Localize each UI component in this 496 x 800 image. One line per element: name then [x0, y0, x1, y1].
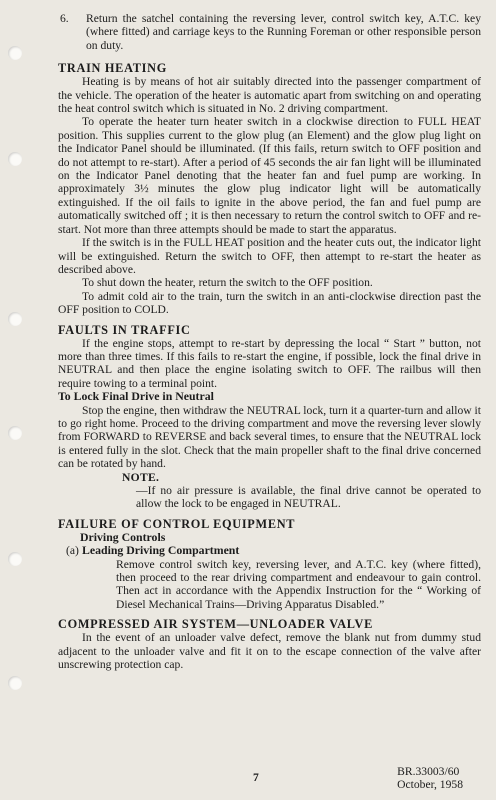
section-heading-faults: FAULTS IN TRAFFIC: [58, 322, 191, 337]
paragraph: To shut down the heater, return the switch to the OFF position.: [82, 276, 373, 290]
paragraph: If the switch is in the FULL HEAT position and the heater cuts out, the indicator light will be extinguished. Return the switch to OFF, then attempt to re-start the heater as described above.: [58, 236, 481, 276]
paragraph: Stop the engine, then withdraw the NEUTRAL lock, turn it a quarter-turn and allow it to go right home. Proceed to the driving compartment and move the reversing lever slowly from FORWARD to REVERSE and back several times, to ensure that the NEUTRAL lock is entered fully in the slot. Check that the main propeller shaft to the final drive concerned can be rotated by hand.: [58, 403, 481, 471]
paragraph: Heating is by means of hot air suitably directed into the passenger compartment of the vehicle. The operation of the heater is automatic apart from switching on and operating the heat control switch which is situated in No. 2 driving compartment.: [58, 75, 481, 116]
paragraph: Remove control switch key, reversing lever, and A.T.C. key (where fitted), then proceed to the rear driving compartment and endeavour to gain control. Then act in accordance with the Appendix Instruction for the “ Working of Diesel Mechanical Trains—Driving Apparatus Disabled.”: [116, 557, 481, 611]
paragraph: To operate the heater turn heater switch in a clockwise direction to FULL HEAT position. This supplies current to the glow plug (an Element) and the glow plug light on the Indicator Panel should be illuminated. (If this fails, return switch to OFF position and do not attempt to re-start). After a period of 45 seconds the air fan light will be illuminated on the Indicator Panel denoting that the heater fan and fuel pump are working. In approximately 3½ minutes the glow plug indicator light will be automatically extinguished. If the oil fails to ignite in the above period, the fan and fuel pump are automatically switched off ; it is then necessary to return the control switch to OFF and re-start. Not more than three attempts should be made to start the apparatus.: [58, 115, 481, 236]
punch-hole: [8, 312, 22, 326]
reference-date: October, 1958: [397, 777, 463, 791]
document-reference: [397, 766, 463, 791]
paragraph: In the event of an unloader valve defect, remove the blank nut from dummy stud adjacent to the unloader valve and fit it on to the escape connection of the valve after unscrewing protection cap.: [58, 631, 481, 672]
paragraph: If the engine stops, attempt to re-start by depressing the local “ Start ” button, not more than three times. If this fails to re-start the engine, if possible, lock the final drive in NEUTRAL and then place the engine isolating switch to OFF. The railbus will then require towing to a terminal point.: [58, 336, 481, 390]
punch-hole: [8, 426, 22, 440]
punch-hole: [8, 46, 22, 60]
numbered-item: [58, 12, 481, 52]
item-number: 6.: [60, 12, 69, 25]
page-number: 7: [253, 771, 259, 784]
note-label: NOTE.: [122, 470, 160, 484]
punch-hole: [8, 152, 22, 166]
item-text: Return the satchel containing the reversing lever, control switch key, A.T.C. key (where fitted) and carriage keys to the Running Foreman or other responsible person on duty.: [86, 12, 481, 52]
punch-hole: [8, 676, 22, 690]
punch-hole: [8, 552, 22, 566]
paragraph: To admit cold air to the train, turn the switch in an anti-clockwise direction past the OFF position to COLD.: [58, 289, 481, 317]
section-heading-failure-control: FAILURE OF CONTROL EQUIPMENT: [58, 516, 296, 531]
sub-item-title: Leading Driving Compartment: [82, 543, 240, 558]
sub-item: [66, 544, 481, 557]
subheading-lock-final-drive: To Lock Final Drive in Neutral: [58, 389, 214, 404]
section-heading-compressed-air: COMPRESSED AIR SYSTEM—UNLOADER VALVE: [58, 617, 374, 632]
sub-item-mark: (a): [66, 544, 79, 558]
reference-code: BR.33003/60: [397, 765, 460, 778]
note-block: [122, 471, 481, 511]
page-footer: [58, 766, 481, 796]
note-text: —If no air pressure is available, the final drive cannot be operated to allow the lock to be engaged in NEUTRAL.: [136, 484, 481, 511]
subheading-driving-controls: Driving Controls: [80, 529, 166, 544]
section-heading-train-heating: TRAIN HEATING: [58, 61, 167, 76]
page-body: [58, 12, 481, 671]
